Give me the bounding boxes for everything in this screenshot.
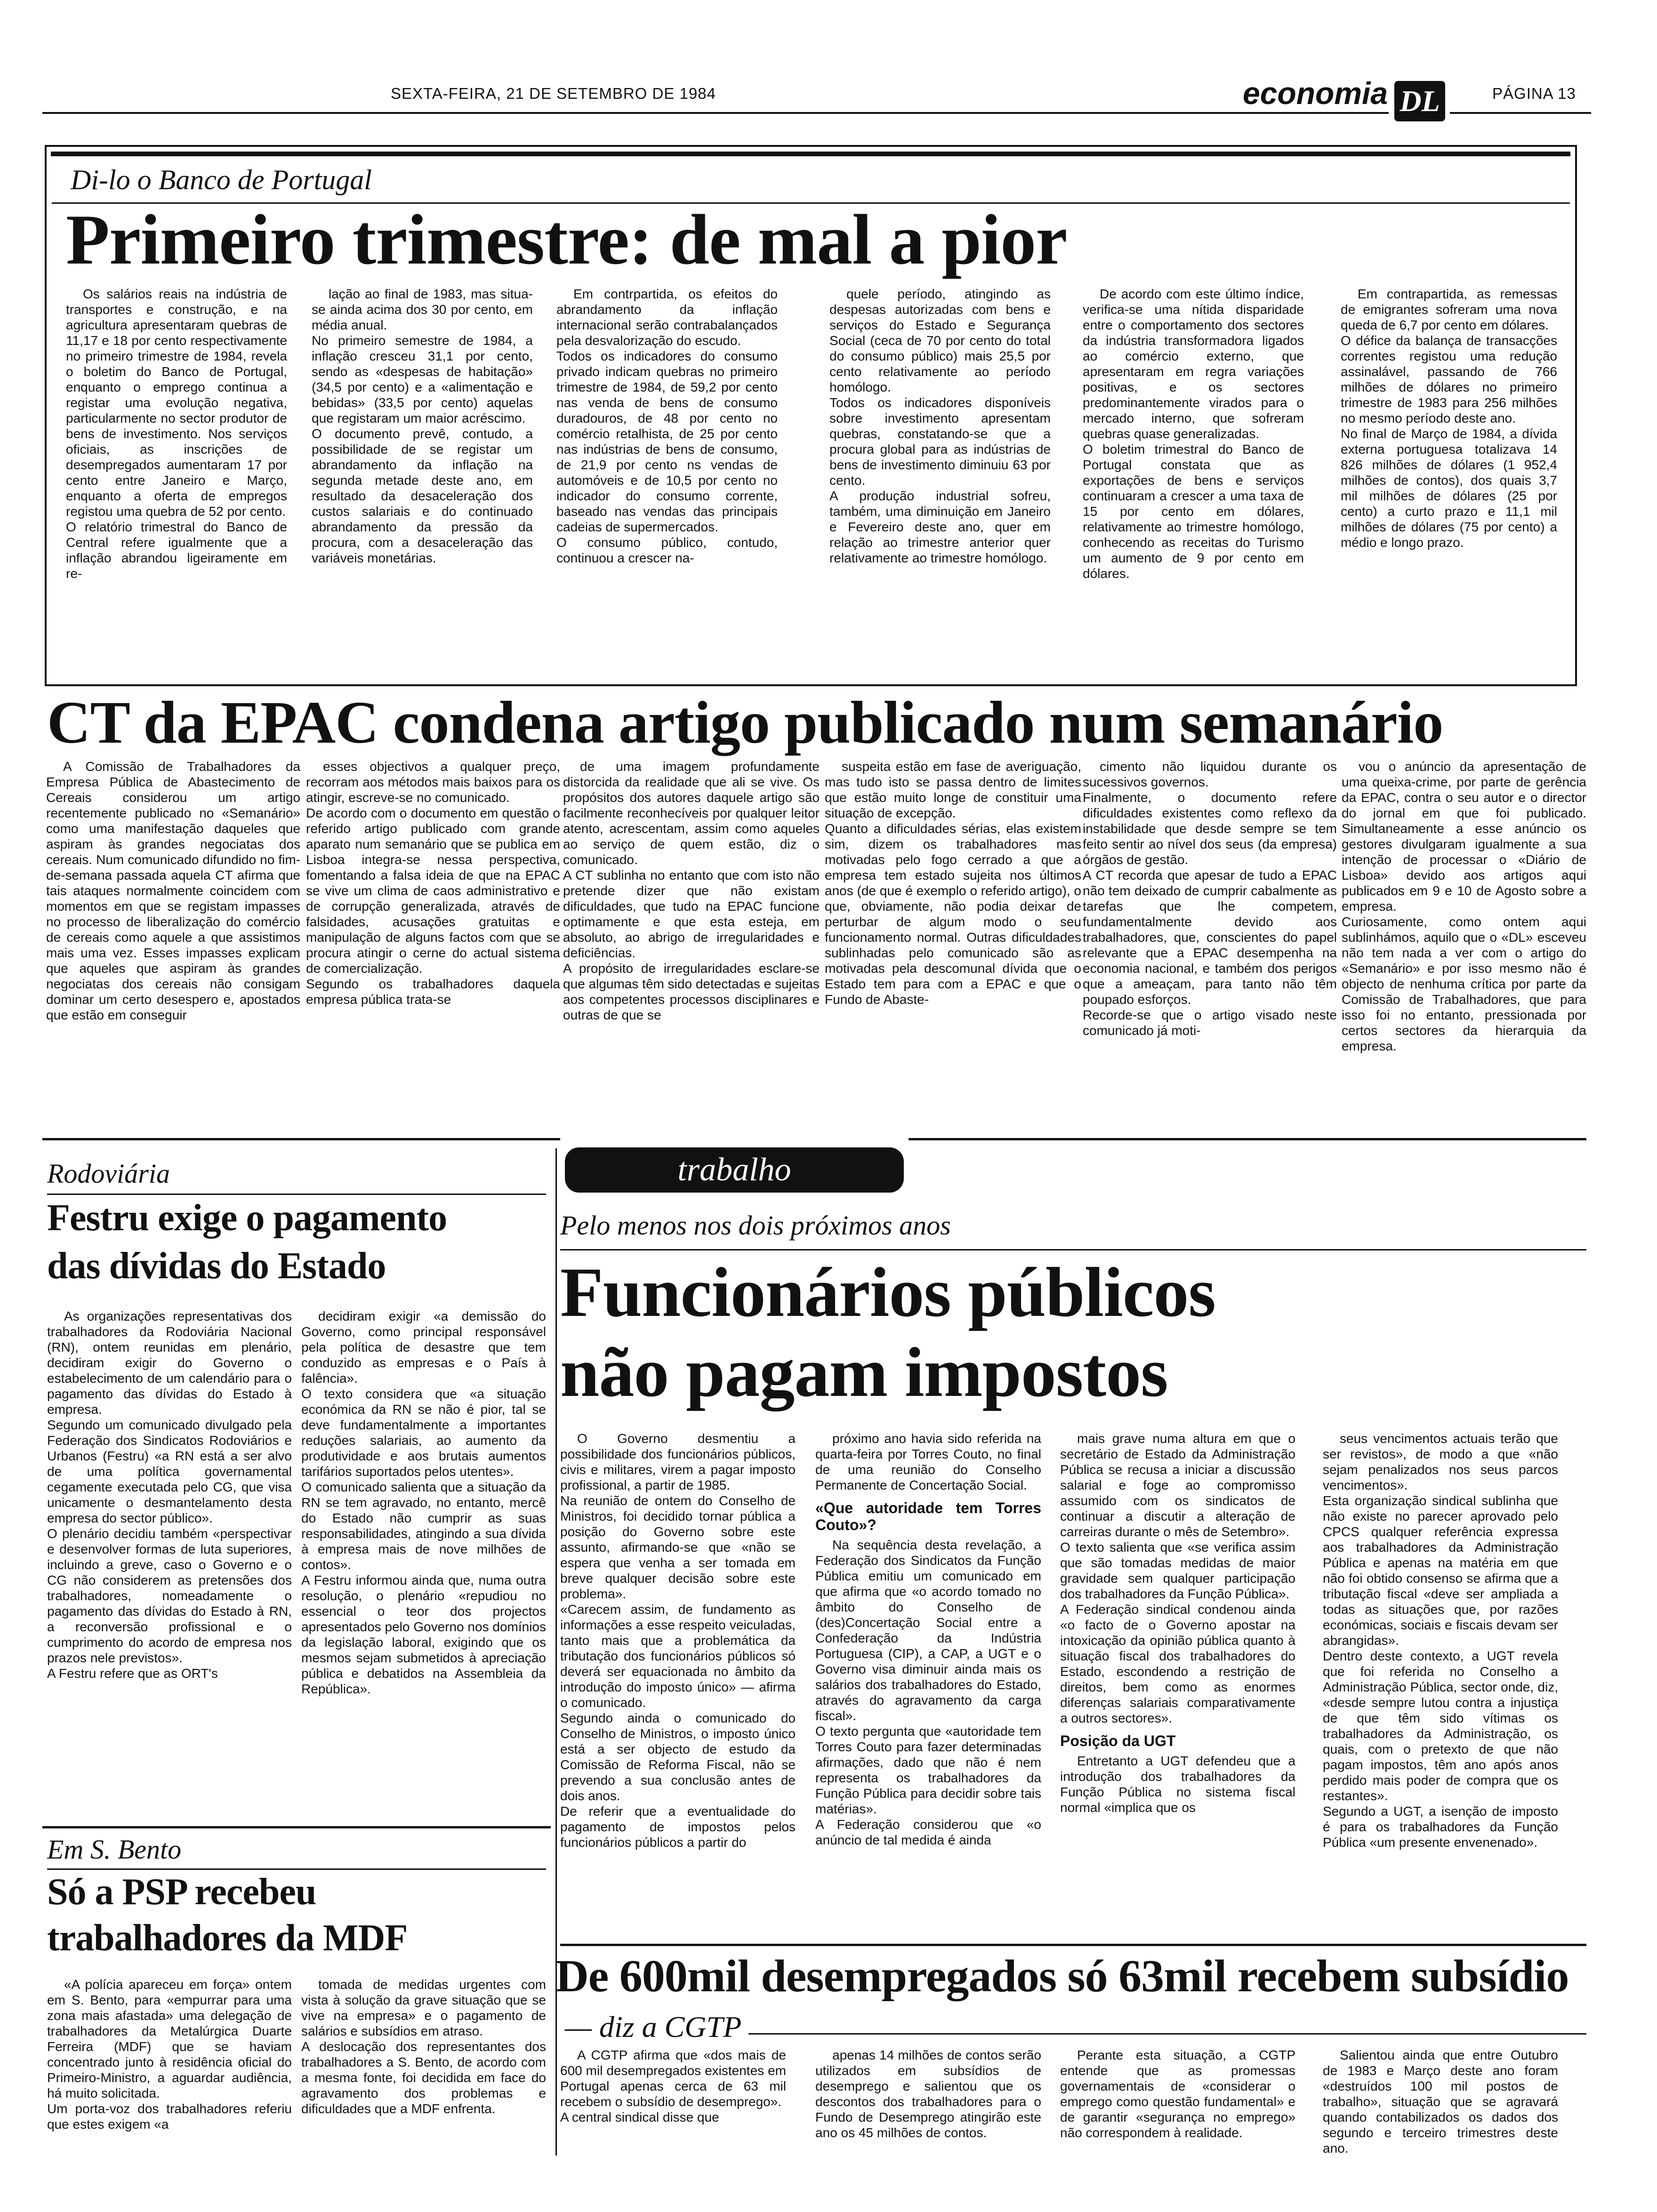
section-divider bbox=[42, 1826, 551, 1828]
article2-column bbox=[46, 759, 300, 1135]
article1-headline: Primeiro trimestre: de mal a pior bbox=[66, 200, 1067, 279]
article6-column bbox=[1323, 2047, 1558, 2198]
paragraph: quele período, atingindo as despesas autorizadas com bens e serviços do Estado e Segurança Social (ceca de 70 por cento do total do consumo público) mais 25,5 por cento relativamente ao período homólogo. Todos os indicadores disponíveis sobre investimento apresentam quebras, constatando-se que a procura global para as indústrias de bens de investimento diminuiu 63 por cento. A produção industrial sofreu, também, uma diminuição em Janeiro e Fevereiro deste ano, quer em relação ao trimestre anterior quer relativamente ao trimestre homólogo. bbox=[829, 287, 1051, 565]
article4-column bbox=[560, 1431, 796, 1948]
paragraph: seus vencimentos actuais terão que ser revistos», de modo a que «não sejam penalizados nos seus parcos vencimentos». Esta organização sindical sublinha que não existe no parecer aprovado pelo CPCS qualquer referência expressa aos trabalhadores da Administração Pública e apenas na matéria em que não foi obtido consenso se afirma que a tributação fiscal «deve ser ampliada a todas as situações que, por razões económicas, sociais e fiscais devam ser abrangidas». Dentro deste contexto, a UGT revela que foi referida no Conselho a Administração Pública, sector onde, diz, «desde sempre lutou contra a injustiça de que têm sido vítimas os trabalhadores da Administração, os quais, com o pretexto de que não pagam impostos, têm ano após anos perdido mais poder de compra que os restantes». Segundo a UGT, a isenção de imposto é para os trabalhadores da Função Pública «um presente envenenado». bbox=[1323, 1431, 1558, 1850]
article3-headline-line2: das dívidas do Estado bbox=[47, 1245, 386, 1287]
paragraph: próximo ano havia sido referida na quarta-feira por Torres Couto, no final de uma reunião do Conselho Permanente de Concertação Social. bbox=[815, 1431, 1041, 1492]
paragraph: O Governo desmentiu a possibilidade dos funcionários públicos, civis e militares, virem a pagar imposto profissional, a partir de 1985. Na reunião de ontem do Conselho de Ministros, foi decidido tornar pública a posição do Governo sobre este assunto, afirmando-se que «não se espera que venha a ser tomada em breve qualquer decisão sobre este problema». «Carecem assim, de fundamento as informações a esse respeito veiculadas, tanto mais que a problemática da tributação dos funcionários públicos só deverá ser equacionada no âmbito da introdução do imposto único» — afirma o comunicado. Segundo ainda o comunicado do Conselho de Ministros, o imposto único está a ser objecto de estudo da Comissão de Reforma Fiscal, não se prevendo a sua conclusão antes de dois anos. De referir que a eventualidade do pagamento de impostos pelos funcionários públicos a partir do bbox=[560, 1431, 796, 1850]
paragraph: cimento não liquidou durante os sucessivos governos. Finalmente, o documento refere dificuldades existentes como reflexo da instabilidade que desde sempre se tem feito sentir ao nível dos seus (da empresa) órgãos de gestão. A CT recorda que apesar de tudo a EPAC não tem deixado de cumprir cabalmente as tarefas que lhe competem, fundamentalmente devido aos trabalhadores, que, conscientes do papel relevante que a EPAC desempenha na economia nacional, e também dos perigos que a ameaçam, para tanto não têm poupado esforços. Recorde-se que o artigo visado neste comunicado já moti- bbox=[1083, 759, 1337, 1038]
paragraph: Os salários reais na indústria de transportes e construção, e na agricultura apresentaram quebras de 11,17 e 18 por cento respectivamente no primeiro trimestre de 1984, revela o boletim do Banco de Portugal, enquanto o emprego continua a registar uma evolução negativa, particularmente no sector produtor de bens de investimento. Nos serviços oficiais, as inscrições de desempregados aumentaram 17 por cento entre Janeiro e Março, enquanto a oferta de empregos registou uma quebra de 52 por cento. O relatório trimestral do Banco de Central refere igualmente que a inflação abrandou ligeiramente em re- bbox=[66, 287, 287, 581]
dateline: SEXTA-FEIRA, 21 DE SETEMBRO DE 1984 bbox=[391, 85, 716, 102]
box-top-double-rule bbox=[51, 152, 1570, 156]
paragraph: A CGTP afirma que «dos mais de 600 mil desempregados existentes em Portugal apenas cerca de 63 mil recebem o subsídio de desemprego». A central sindical disse que bbox=[560, 2048, 786, 2124]
article1-column bbox=[1083, 286, 1304, 659]
paragraph: mais grave numa altura em que o secretário de Estado da Administração Pública se recusa a iniciar a discussão salarial e foge ao compromisso assumido com os sindicatos de continuar a discutir a alteração de carreiras durante o mês de Setembro». O texto salienta que «se verifica assim que são tomadas medidas de maior gravidade sem qualquer participação dos trabalhadores da Função Pública». A Federação sindical condenou ainda «o facto de o Governo apostar na intoxicação da opinião pública quanto à situação fiscal dos trabalhadores do Estado, escondendo a restrição de direitos, bem como as enormes diferenças salariais comparativamente a outros sectores». bbox=[1060, 1431, 1295, 1725]
article4-column bbox=[815, 1431, 1041, 1948]
article4-subhead: Posição da UGT bbox=[1060, 1732, 1176, 1749]
article2-column bbox=[563, 759, 820, 1135]
article6-kicker: — diz a CGTP bbox=[565, 2010, 742, 2044]
dl-logo: DL bbox=[1394, 81, 1445, 121]
paragraph: Em contrapartida, as remessas de emigrantes sofreram uma nova queda de 6,7 por cento em dólares. O défice da balança de transacções correntes registou uma redução assinalável, passando de 766 milhões de dólares no primeiro trimestre de 1983 para 256 milhões no mesmo período deste ano. No final de Março de 1984, a dívida externa portuguesa totalizava 14 826 milhões de dólares (1 952,4 milhões de contos), dos quais 3,7 mil milhões de dólares (25 por cento) a curto prazo e 11,1 mil milhões de dólares (75 por cento) a médio e longo prazo. bbox=[1341, 287, 1557, 550]
article3-headline-line1: Festru exige o pagamento bbox=[47, 1197, 447, 1239]
paragraph: suspeita estão em fase de averiguação, mas tudo isto se passa dentro de limites que estão muito longe de constituir uma situação de excepção. Quanto a dificuldades sérias, elas existem sim, dizem os trabalhadores mas motivadas pelo fogo cerrado a que a empresa tem estado sujeita nos últimos anos (de que é exemplo o referido artigo), o que, obviamente, não podia deixar de perturbar de algum modo o seu funcionamento normal. Outras dificuldades sublinhadas pelo comunicado são as motivadas pela descomunal dívida que o Estado tem para com a EPAC e que o Fundo de Abaste- bbox=[825, 759, 1081, 1007]
section-band-trabalho: trabalho bbox=[565, 1147, 904, 1193]
article2-headline: CT da EPAC condena artigo publicado num semanário bbox=[47, 689, 1443, 756]
paragraph: tomada de medidas urgentes com vista à solução da grave situação que se vive na empresa» e o pagamento de salários e subsídios em atraso. A deslocação dos representantes dos trabalhadores a S. Bento, de acordo com a mesma fonte, foi decidida em face do agravamento dos problemas e dificuldades que a MDF enfrenta. bbox=[301, 1977, 546, 2116]
paragraph: As organizações representativas dos trabalhadores da Rodoviária Nacional (RN), ontem reunidas em plenário, decidiram exigir do Governo o estabelecimento de um calendário para o pagamento das dívidas do Estado à empresa. Segundo um comunicado divulgado pela Federação dos Sindicatos Rodoviários e Urbanos (Festru) «a RN está a ser alvo de uma política governamental cegamente executada pelo CG, que visa unicamente o desmantelamento desta empresa do sector público». O plenário decidiu também «perspectivar e desenvolver formas de luta superiores, incluindo a greve, caso o Governo e o CG não considerem as pretensões dos trabalhadores, nomeadamente o pagamento das dívidas do Estado à RN, a reconversão profissional e o cumprimento do acordo de empresa nos prazos nele previstos». A Festru refere que as ORT's bbox=[47, 1309, 292, 1681]
article3-column bbox=[301, 1308, 546, 1819]
article3-column bbox=[47, 1308, 292, 1819]
kicker-rule bbox=[47, 1194, 546, 1195]
article3-kicker: Rodoviária bbox=[47, 1158, 170, 1189]
article1-column bbox=[1341, 286, 1557, 659]
section-divider bbox=[42, 1138, 560, 1140]
article4-kicker: Pelo menos nos dois próximos anos bbox=[560, 1210, 951, 1241]
article6-column bbox=[815, 2047, 1041, 2198]
section-name: economia bbox=[1243, 76, 1388, 111]
section-divider bbox=[909, 1138, 1586, 1140]
article1-column bbox=[556, 286, 778, 659]
article2-column bbox=[306, 759, 560, 1135]
article6-headline: De 600mil desempregados só 63mil recebem subsídio bbox=[555, 1951, 1569, 2002]
paragraph: apenas 14 milhões de contos serão utilizados em subsídios de desemprego e salientou que os descontos dos trabalhadores para o Fundo de Desemprego atingirão este ano os 45 milhões de contos. bbox=[815, 2048, 1041, 2140]
article1-column bbox=[312, 286, 533, 659]
paragraph: Em contrpartida, os efeitos do abrandamento da inflação internacional serão contrabalançados pela desvalorização do escudo. Todos os indicadores do consumo privado indicam quebras no primeiro trimestre de 1984, de 59,2 por cento nas venda de bens de consumo duradouros, de 48 por cento no comércio retalhista, de 25 por cento nas indústrias de bens de consumo, de 21,9 por cento ns vendas de automóveis e de 10,5 por cento no indicador do consumo corrente, baseado nas vendas das principais cadeias de supermercados. O consumo público, contudo, continuou a crescer na- bbox=[556, 287, 778, 565]
article4-headline-line1: Funcionários públicos bbox=[560, 1253, 1215, 1331]
article5-column bbox=[47, 1977, 292, 2193]
page-number: PÁGINA 13 bbox=[1492, 85, 1576, 102]
paragraph: Entretanto a UGT defendeu que a introdução dos trabalhadores da Função Pública no sistema fiscal normal «implica que os bbox=[1060, 1754, 1295, 1815]
article1-kicker: Di-lo o Banco de Portugal bbox=[71, 164, 372, 195]
article1-column bbox=[829, 286, 1051, 659]
article4-column bbox=[1060, 1431, 1295, 1948]
article5-column bbox=[301, 1977, 546, 2193]
paragraph: A Comissão de Trabalhadores da Empresa Pública de Abastecimento de Cereais considerou um artigo recentemente publicado no «Semanário» como uma manifestação daqueles que aspiram às grandes negociatas dos cereais. Num comunicado difundido no fim-de-semana passada aquela CT afirma que tais ataques normalmente coincidem com momentos em que se registam impasses no processo de liberalização do comércio de cereais como aquele a que assistimos mais uma vez. Esses impasses explicam que aqueles que aspiram às grandes negociatas dos cereais não consigam dominar um certo desespero e, apostados que estão em conseguir bbox=[46, 759, 300, 1022]
paragraph: lação ao final de 1983, mas situa-se ainda acima dos 30 por cento, em média anual. No primeiro semestre de 1984, a inflação cresceu 31,1 por cento, sendo as «despesas de habitação» (34,5 por cento) e a «alimentação e bebidas» (33,5 por cento) aquelas que registaram um maior acréscimo. O documento prevê, contudo, a possibilidade de se registar um abrandamento da inflação na segunda metade deste ano, em resultado da desaceleração dos custos salariais e do continuado abrandamento da pressão da procura, com a desaceleração das variáveis monetárias. bbox=[312, 287, 533, 565]
paragraph: esses objectivos a qualquer preço, recorram aos métodos mais baixos para os atingir, escreve-se no comunicado. De acordo com o documento em questão o referido artigo publicado com grande aparato num semanário que se publica em Lisboa integra-se nessa perspectiva, fomentando a falsa ideia de que na EPAC se vive um clima de caos administrativo e de corrupção generalizada, através de falsidades, acusações gratuitas e manipulação de alguns factos com que se procura atingir o cerne do actual sistema de comercialização. Segundo os trabalhadores daquela empresa pública trata-se bbox=[306, 759, 560, 1007]
article6-column bbox=[1060, 2047, 1295, 2198]
article5-headline-line1: Só a PSP recebeu bbox=[47, 1871, 316, 1913]
article1-column bbox=[66, 286, 287, 659]
column-divider bbox=[555, 1148, 557, 2156]
article4-subhead: «Que autoridade tem Torres Couto»? bbox=[815, 1499, 1041, 1533]
article2-column bbox=[1083, 759, 1337, 1135]
article2-column bbox=[825, 759, 1081, 1135]
kicker-rule bbox=[47, 1868, 546, 1870]
paragraph: «A polícia apareceu em força» ontem em S. Bento, para «empurrar para uma zona mais afastada» uma delegação de trabalhadores da Metalúrgica Duarte Ferreira (MDF) que se haviam concentrado junto à residência oficial do Primeiro-Ministro, a aguardar audiência, há muito solicitada. Um porta-voz dos trabalhadores referiu que estes exigem «a bbox=[47, 1977, 292, 2132]
article2-column bbox=[1342, 759, 1586, 1135]
paragraph: Perante esta situação, a CGTP entende que as promessas governamentais de «considerar o emprego como questão fundamental» e de garantir «segurança no emprego» não correspondem à realidade. bbox=[1060, 2048, 1295, 2140]
kicker-rule bbox=[748, 2033, 1586, 2035]
article5-headline-line2: trabalhadores da MDF bbox=[47, 1917, 408, 1959]
section-divider bbox=[560, 1944, 1586, 1946]
paragraph: decidiram exigir «a demissão do Governo, como principal responsável pela política de desastre que tem conduzido as empresas e o País à falência». O texto considera que «a situação económica da RN se não é pior, tal se deve fundamentalmente a importantes reduções salariais, ao aumento da produtividade e aos brutais aumentos tarifários suportados pelos utentes». O comunicado salienta que a situação da RN se tem agravado, no entanto, mercê do Estado não cumprir as suas responsabilidades, atingindo a sua dívida à empresa mais de nove milhões de contos». A Festru informou ainda que, numa outra resolução, o plenário «repudiou no essencial o teor dos projectos apresentados pelo Governo nos domínios da legislação laboral, exigindo que os mesmos sejam submetidos à apreciação pública e debatidos na Assembleia da República». bbox=[301, 1309, 546, 1696]
article5-kicker: Em S. Bento bbox=[47, 1834, 182, 1865]
article4-column bbox=[1323, 1431, 1558, 1948]
paragraph: vou o anúncio da apresentação de uma queixa-crime, por parte de gerência da EPAC, contra o seu autor e o director do jornal em que foi publicado. Simultaneamente a esse anúncio os gestores divulgaram igualmente a sua intenção de processar o «Diário de Lisboa» devido aos artigos aqui publicados em 9 e 10 de Agosto sobre a empresa. Curiosamente, como ontem aqui sublinhámos, aquilo que o «DL» esceveu não tem nada a ver com o artigo do «Semanário» e por isso mesmo não é objecto de nenhuma crítica por parte da Comissão de Trabalhadores, que para isso foi no entanto, pressionada por certos sectores da hierarquia da empresa. bbox=[1342, 759, 1586, 1053]
article4-headline-line2: não pagam impostos bbox=[560, 1333, 1168, 1411]
masthead-rule bbox=[42, 112, 1389, 114]
paragraph: Salientou ainda que entre Outubro de 1983 e Março deste ano foram «destruídos 100 mil postos de trabalho», situação que se agravará quando contabilizados os dados dos segundo e terceiro trimestres deste ano. bbox=[1323, 2048, 1558, 2156]
masthead-rule-right bbox=[1450, 112, 1591, 114]
article6-column bbox=[560, 2047, 786, 2198]
paragraph: Na sequência desta revelação, a Federação dos Sindicatos da Função Pública emitiu um comunicado em que afirma que «o acordo tomado no âmbito do Conselho de (des)Concertação Social entre a Confederação da Indústria Portuguesa (CIP), a CAP, a UGT e o Governo visa diminuir ainda mais os salários dos trabalhadores do Estado, através do agravamento da carga fiscal». O texto pergunta que «autoridade tem Torres Couto para fazer determinadas afirmações, dado que não é nem representa os trabalhadores da Função Pública para decidir sobre tais matérias». A Federação considerou que «o anúncio de tal medida é ainda bbox=[815, 1538, 1041, 1847]
kicker-rule bbox=[560, 1249, 1586, 1250]
paragraph: de uma imagem profundamente distorcida da realidade que ali se vive. Os propósitos dos autores daquele artigo são facilmente reconhecíveis por qualquer leitor atento, acrescentam, assim como aqueles ao serviço de quem estão, diz o comunicado. A CT sublinha no entanto que com isto não pretende dizer que não existam dificuldades, que tudo na EPAC funcione optimamente e que esta esteja, em absoluto, ao abrigo de irregularidades e deficiências. A propósito de irregularidades esclare-se que algumas têm sido detectadas e sujeitas aos competentes processos disciplinares e outras de que se bbox=[563, 759, 820, 1022]
paragraph: De acordo com este último índice, verifica-se uma nítida disparidade entre o comportamento dos sectores da indústria transformadora ligados ao comércio externo, que apresentaram em regra variações positivas, e os sectores predominantemente virados para o mercado interno, que sofreram quebras quase generalizadas. O boletim trimestral do Banco de Portugal constata que as exportações de bens e serviços continuaram a crescer a uma taxa de 15 por cento em dólares, relativamente ao trimestre homólogo, conhecendo as receitas do Turismo um aumento de 9 por cento em dólares. bbox=[1083, 287, 1304, 581]
